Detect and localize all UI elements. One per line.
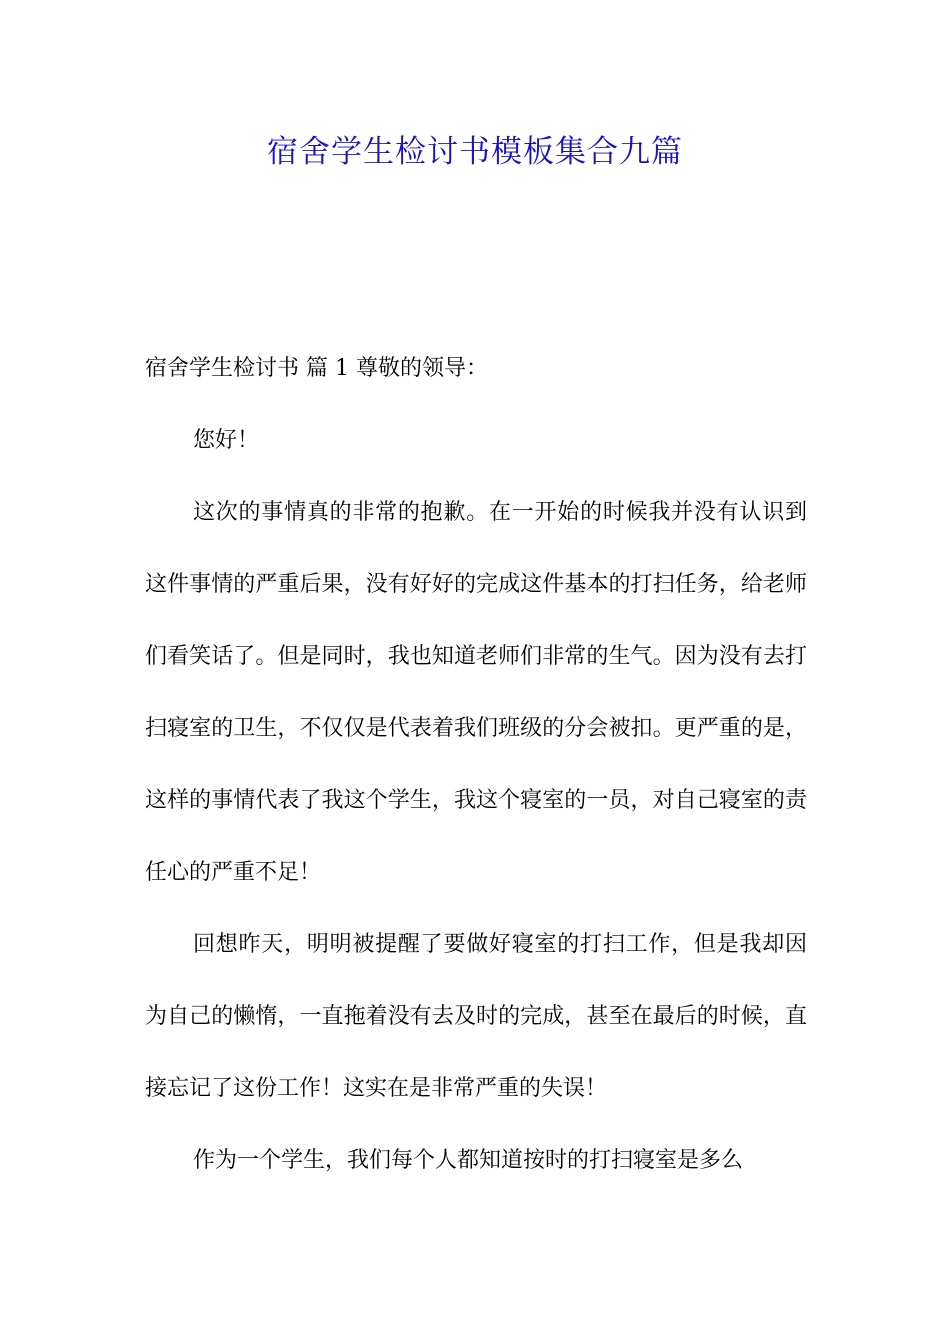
paragraph: 回想昨天，明明被提醒了要做好寝室的打扫工作，但是我却因为自己的懒惰，一直拖着没有去及时的完成，甚至在最后的时候，直接忘记了这份工作！这实在是非常严重的失误！ xyxy=(145,932,807,1101)
paragraph-heading: 宿舍学生检讨书 篇 1 尊敬的领导： xyxy=(145,356,488,381)
document-body xyxy=(145,333,807,1197)
paragraph: 作为一个学生，我们每个人都知道按时的打扫寝室是多么 xyxy=(193,1148,744,1173)
document-title: 宿舍学生检讨书模板集合九篇 xyxy=(267,134,683,170)
paragraph: 这次的事情真的非常的抱歉。在一开始的时候我并没有认识到这件事情的严重后果，没有好好的完成这件基本的打扫任务，给老师们看笑话了。但是同时，我也知道老师们非常的生气。因为没有去打扫寝室的卫生，不仅仅是代表着我们班级的分会被扣。更严重的是，这样的事情代表了我这个学生，我这个寝室的一员，对自己寝室的责任心的严重不足！ xyxy=(145,500,807,885)
paragraph-greeting: 您好！ xyxy=(193,428,260,453)
